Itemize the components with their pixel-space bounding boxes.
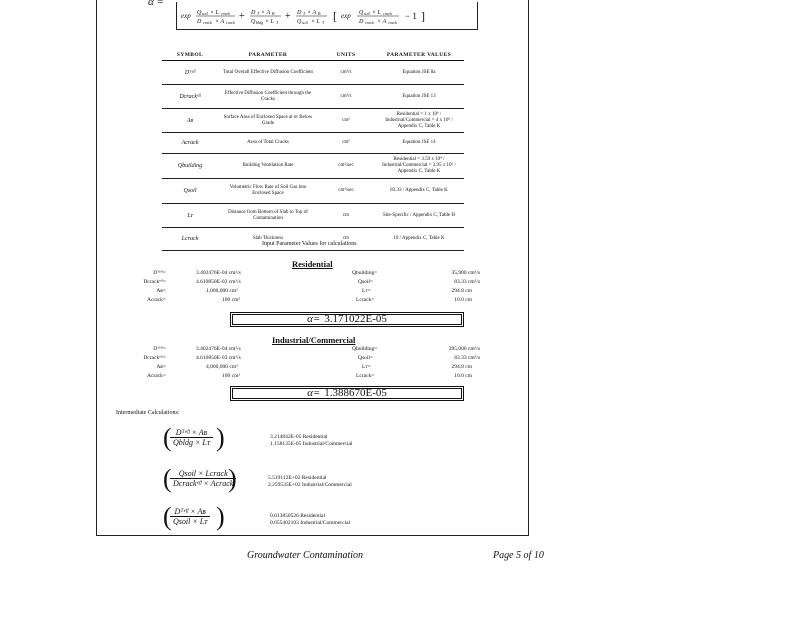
svg-text:+: +	[285, 11, 291, 22]
ind-value-lcrack: 10.0 cm	[454, 373, 472, 379]
frac-2-denominator: Dcrackᵉᶠᶠ × Acrack	[173, 479, 234, 488]
int-2-ind: 2.259535E+02 Industrial/Commercial	[268, 482, 352, 488]
svg-text:× A: × A	[377, 19, 387, 25]
cell-units: cm	[318, 228, 374, 251]
cell-parameter: Area of Total Cracks	[218, 133, 318, 154]
svg-text:× L: × L	[210, 10, 219, 16]
table-row	[162, 85, 464, 109]
res-label-ab: Aʙ=	[156, 288, 166, 294]
table-row	[162, 109, 464, 133]
frac-3-numerator: Dᵀᵉᶠᶠ × Aʙ	[170, 507, 210, 517]
svg-text:Q: Q	[197, 10, 202, 16]
svg-text:× L: × L	[265, 19, 274, 25]
svg-text:crack: crack	[226, 20, 235, 25]
cell-symbol: Aʙ	[162, 109, 218, 133]
input-caption: Input Parameter Values for calculations	[262, 241, 357, 247]
svg-text:]: ]	[421, 9, 425, 23]
res-value-lcrack: 10.0 cm	[454, 297, 472, 303]
ind-value-qsoil: 83.33 cm³/s	[454, 355, 480, 361]
alpha-formula	[176, 2, 478, 30]
cell-units: cm²/s	[318, 61, 374, 85]
svg-text:crack: crack	[383, 11, 392, 16]
industrial-title: Industrial/Commercial	[272, 335, 356, 345]
ind-value-ab: 4,000,000 cm²	[206, 364, 238, 370]
intermediate-fraction-3	[170, 507, 210, 526]
res-value-acrack: 100 cm²	[222, 297, 240, 303]
table-row	[162, 204, 464, 228]
ind-alpha-label: α=	[307, 387, 321, 399]
svg-text:T: T	[322, 20, 325, 25]
cell-parameter: Surface Area of Enclosed Space at or Below Grade	[218, 109, 318, 133]
ind-value-qbldg: 395,000 cm³/s	[448, 346, 480, 352]
frac-3-denominator: Qsoil × Lᴛ	[173, 517, 208, 526]
svg-text:Q: Q	[251, 19, 256, 25]
cell-symbol: Lᴛ	[162, 204, 218, 228]
int-3-ind: 0.055402103 Industrial/Commercial	[270, 520, 351, 526]
cell-symbol: Qsoil	[162, 179, 218, 204]
frac-2-numerator: Qsoil × Lcrack	[170, 469, 236, 479]
paren-right-3: )	[216, 502, 225, 531]
int-2-res: 5.519112E+02 Residential	[268, 475, 327, 481]
svg-text:× A: × A	[215, 19, 225, 25]
cell-symbol: Dcrackᵉᶠᶠ	[162, 85, 218, 109]
svg-text:B: B	[318, 11, 321, 16]
svg-text:exp: exp	[181, 12, 191, 20]
header-values: PARAMETER VALUES	[374, 52, 464, 61]
paren-right-1: )	[216, 423, 225, 452]
cell-units: cm²	[318, 109, 374, 133]
svg-text:T: T	[276, 20, 279, 25]
ind-label-acrack: Acrack=	[147, 373, 166, 379]
cell-parameter: Effective Diffusion Coefficient through the Cracks	[218, 85, 318, 109]
svg-text:+: +	[239, 11, 245, 22]
cell-parameter: Distance from Bottom of Slab to Top of Contamination	[218, 204, 318, 228]
res-value-qsoil: 83.33 cm³/s	[454, 279, 480, 285]
svg-text:× A: × A	[261, 10, 271, 16]
res-value-lt: 294.8 cm	[451, 288, 472, 294]
cell-units: cm³/sec	[318, 154, 374, 179]
residential-title: Residential	[292, 259, 333, 269]
res-alpha-value: 3.171022E-05	[324, 313, 387, 325]
svg-text:Q: Q	[359, 10, 364, 16]
svg-text:crack: crack	[203, 20, 212, 25]
header-units: UNITS	[318, 52, 374, 61]
header-parameter: PARAMETER	[218, 52, 318, 61]
svg-text:T: T	[303, 11, 306, 16]
res-label-lt: Lᴛ=	[362, 288, 371, 294]
ind-label-qbldg: Qbuilding=	[352, 346, 378, 352]
ind-value-acrack: 100 cm²	[222, 373, 240, 379]
cell-value: Residential = 1 x 10⁶ / Industrial/Commercial = 4 x 10⁶ / Appendix C, Table K	[374, 109, 464, 133]
cell-parameter: Slab Thickness	[218, 228, 318, 251]
cell-parameter: Building Ventilation Rate	[218, 154, 318, 179]
paren-left-1: (	[163, 423, 172, 452]
frac-1-numerator: Dᵀᵉᶠᶠ × Aʙ	[170, 428, 213, 438]
table-row	[162, 179, 464, 204]
ind-label-lcrack: Lcrack=	[356, 373, 375, 379]
ind-label-lt: Lᴛ=	[362, 364, 371, 370]
ind-alpha-value: 1.388670E-05	[324, 387, 387, 399]
parameter-table	[162, 52, 464, 251]
res-label-acrack: Acrack=	[147, 297, 166, 303]
res-label-qbldg: Qbuilding=	[352, 270, 378, 276]
alpha-symbol: α =	[148, 0, 164, 8]
svg-text:× L: × L	[311, 19, 320, 25]
cell-parameter: Volumetric Flow Rate of Soil Gas into Enclosed Space	[218, 179, 318, 204]
footer-page-number: Page 5 of 10	[493, 550, 544, 561]
paren-right-2: )	[228, 464, 237, 493]
residential-alpha-box	[230, 312, 464, 327]
cell-symbol: Lcrack	[162, 228, 218, 251]
footer-title: Groundwater Contamination	[247, 550, 364, 561]
cell-units: cm²/s	[318, 85, 374, 109]
cell-units: cm²	[318, 133, 374, 154]
ind-label-ab: Aʙ=	[156, 364, 166, 370]
table-header-row	[162, 52, 464, 61]
res-label-qsoil: Qsoil=	[358, 279, 374, 285]
svg-text:× A: × A	[307, 10, 317, 16]
table-row	[162, 154, 464, 179]
res-value-ab: 1,000,000 cm²	[206, 288, 238, 294]
res-label-dt: Dᵀᵉᶠᶠ=	[153, 270, 166, 276]
svg-text:soil: soil	[202, 11, 208, 16]
paren-left-2: (	[163, 464, 172, 493]
res-value-qbldg: 35,900 cm³/s	[451, 270, 480, 276]
res-label-lcrack: Lcrack=	[356, 297, 375, 303]
cell-value: Equation JSE 14	[374, 133, 464, 154]
svg-text:B: B	[272, 11, 275, 16]
cell-value: 83.33 / Appendix C, Table K	[374, 179, 464, 204]
cell-parameter: Total Overall Effective Diffusion Coefficient	[218, 61, 318, 85]
intermediate-label: Intermediate Calculations:	[116, 410, 180, 416]
ind-label-qsoil: Qsoil=	[358, 355, 374, 361]
cell-units: cm	[318, 204, 374, 228]
ind-label-dcrack: Dcrackᵉᶠᶠ=	[143, 355, 166, 361]
res-alpha-label: α=	[307, 313, 321, 325]
int-3-res: 0.013850526 Residential	[270, 513, 325, 519]
cell-value: Residential = 3.59 x 10⁴ / Industrial/Commercial = 3.95 x 10⁵ / Appendix C, Table K	[374, 154, 464, 179]
intermediate-fraction-1	[170, 428, 213, 447]
svg-text:D: D	[359, 19, 364, 25]
svg-text:D: D	[297, 10, 302, 16]
svg-text:− 1: − 1	[405, 11, 417, 21]
svg-text:exp: exp	[341, 12, 351, 20]
svg-text:D: D	[197, 19, 202, 25]
int-1-res: 3.214842E-05 Residential	[270, 434, 328, 440]
ind-value-dt: 3.402476E-04 cm²/s	[196, 346, 241, 352]
table-row	[162, 133, 464, 154]
svg-text:soil: soil	[364, 11, 370, 16]
svg-text:Q: Q	[297, 19, 302, 25]
svg-text:bldg: bldg	[256, 20, 264, 25]
res-label-dcrack: Dcrackᵉᶠᶠ=	[143, 279, 166, 285]
svg-text:crack: crack	[388, 20, 397, 25]
svg-text:T: T	[257, 11, 260, 16]
ind-label-dt: Dᵀᵉᶠᶠ=	[153, 346, 166, 352]
svg-text:crack: crack	[365, 20, 374, 25]
cell-value: Equation JSE 13	[374, 85, 464, 109]
svg-text:D: D	[251, 10, 256, 16]
svg-text:crack: crack	[221, 11, 230, 16]
ind-value-dcrack: 4.610850E-03 cm²/s	[196, 355, 241, 361]
ind-value-lt: 294.8 cm	[451, 364, 472, 370]
cell-value: Site-Specific / Appendix C, Table H	[374, 204, 464, 228]
cell-value: 10 / Appendix C, Table K	[374, 228, 464, 251]
svg-text:soil: soil	[302, 20, 308, 25]
cell-symbol: Qbuilding	[162, 154, 218, 179]
table-row	[162, 61, 464, 85]
cell-units: cm³/sec	[318, 179, 374, 204]
cell-symbol: Acrack	[162, 133, 218, 154]
header-symbol: SYMBOL	[162, 52, 218, 61]
paren-left-3: (	[163, 502, 172, 531]
frac-1-denominator: Qbldg × Lᴛ	[173, 438, 210, 447]
cell-symbol: Dᵀᵉᶠᶠ	[162, 61, 218, 85]
cell-value: Equation JSE 8a	[374, 61, 464, 85]
svg-text:× L: × L	[372, 10, 381, 16]
intermediate-fraction-2	[170, 469, 236, 488]
industrial-alpha-box	[230, 386, 464, 401]
res-value-dt: 3.402476E-04 cm²/s	[196, 270, 241, 276]
res-value-dcrack: 4.610850E-03 cm²/s	[196, 279, 241, 285]
table-row	[162, 228, 464, 251]
svg-text:[: [	[333, 9, 337, 23]
int-1-ind: 1.158135E-05 Industrial/Commercial	[270, 441, 353, 447]
